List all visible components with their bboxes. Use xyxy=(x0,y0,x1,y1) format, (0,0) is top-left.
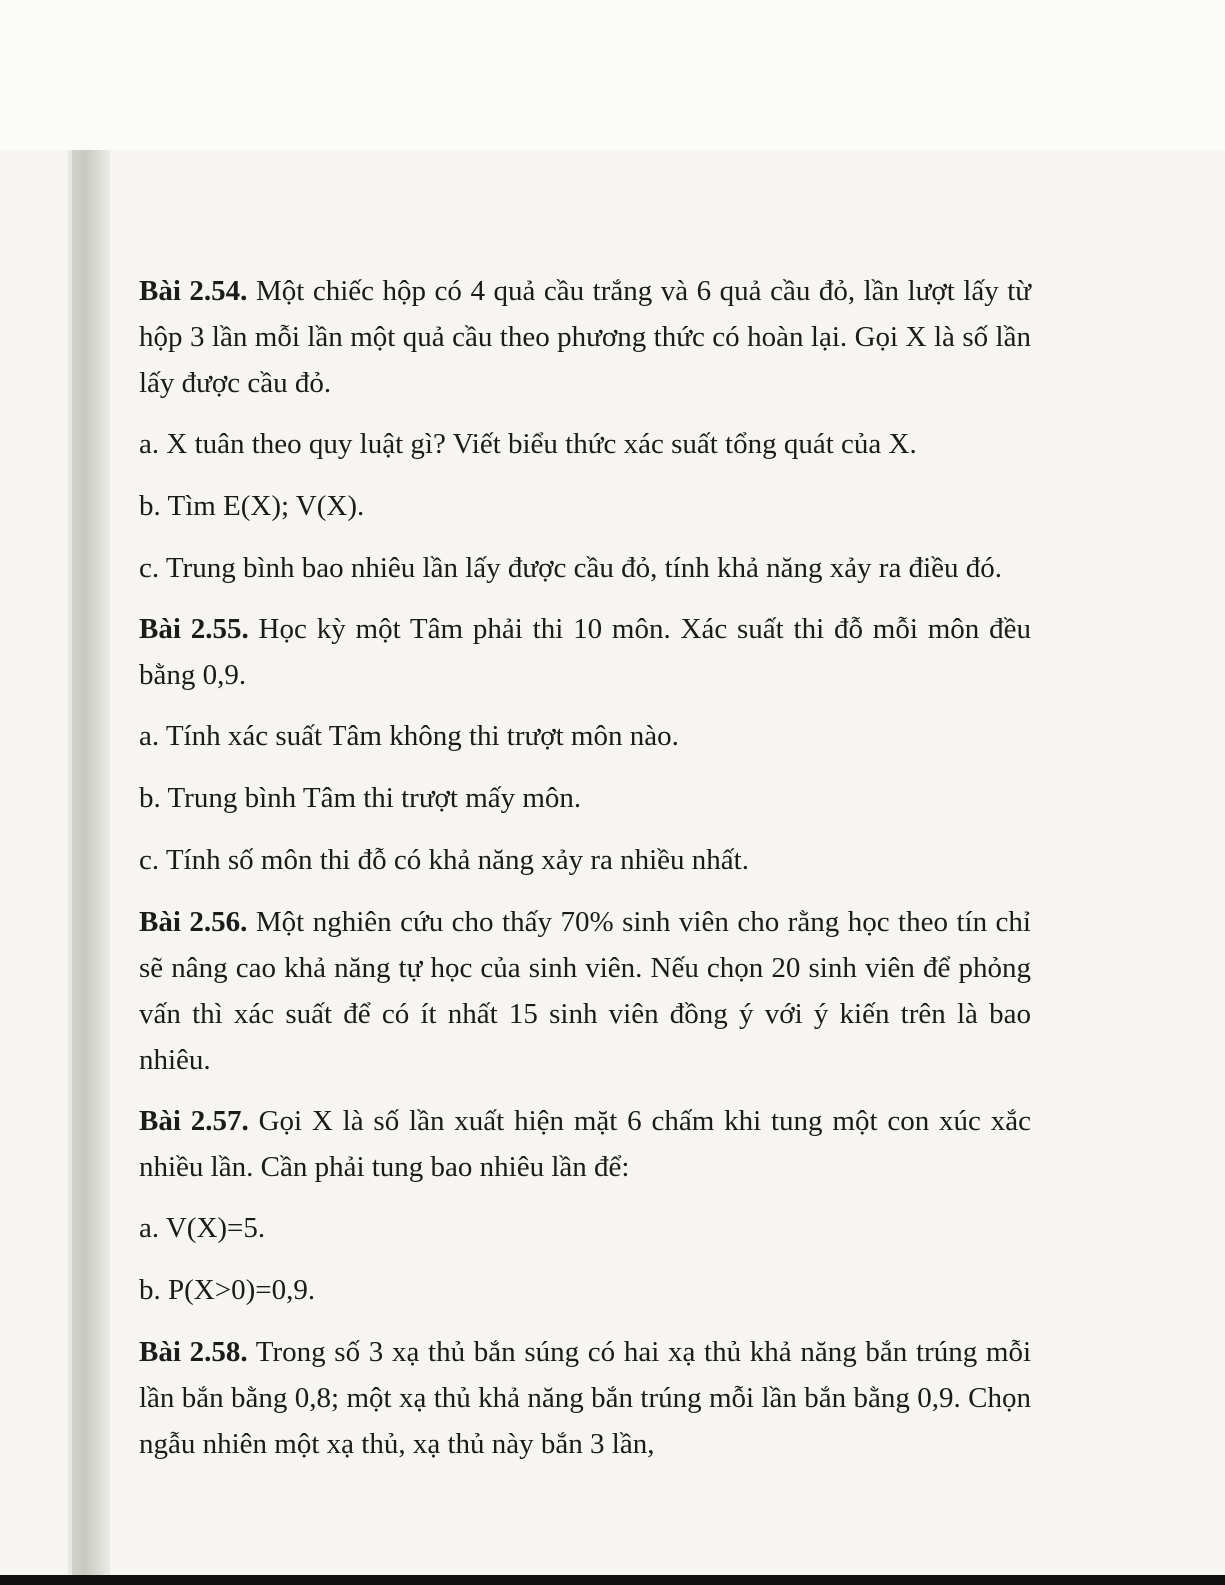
problem-2-58 xyxy=(139,1329,1031,1467)
problem-statement: Một chiếc hộp có 4 quả cầu trắng và 6 quả cầu đỏ, lần lượt lấy từ hộp 3 lần mỗi lần một quả cầu theo phương thức có hoàn lại. Gọi X là số lần lấy được cầu đỏ. xyxy=(139,275,1032,399)
page-top-margin xyxy=(0,0,1225,150)
problem-2-57-part-a: a. V(X)=5. xyxy=(139,1212,266,1244)
book-binding-edge xyxy=(68,150,72,1575)
problem-2-54-part-b: b. Tìm E(X); V(X). xyxy=(139,490,365,522)
problem-label: Bài 2.57. xyxy=(139,1105,249,1137)
problem-2-56 xyxy=(139,899,1031,1083)
page-content xyxy=(139,268,1031,1482)
problem-2-54-part-a: a. X tuân theo quy luật gì? Viết biểu thức xác suất tổng quát của X. xyxy=(139,428,917,460)
scan-bottom-edge xyxy=(0,1575,1225,1585)
problem-2-55-part-b: b. Trung bình Tâm thi trượt mấy môn. xyxy=(139,782,582,814)
problem-2-55 xyxy=(139,606,1031,698)
problem-statement: Gọi X là số lần xuất hiện mặt 6 chấm khi tung một con xúc xắc nhiều lần. Cần phải tung bao nhiêu lần để: xyxy=(139,1105,1031,1183)
problem-2-55-part-c: c. Tính số môn thi đỗ có khả năng xảy ra nhiều nhất. xyxy=(139,844,749,876)
problem-label: Bài 2.56. xyxy=(139,906,248,938)
problem-statement: Một nghiên cứu cho thấy 70% sinh viên cho rằng học theo tín chỉ sẽ nâng cao khả năng tự học của sinh viên. Nếu chọn 20 sinh viên để phỏng vấn thì xác suất để có ít nhất 15 sinh viên đồng ý với ý kiến trên là bao nhiêu. xyxy=(139,906,1031,1076)
book-binding-shadow xyxy=(68,150,110,1575)
problem-2-57 xyxy=(139,1098,1031,1190)
problem-2-54 xyxy=(139,268,1031,406)
problem-2-55-part-a: a. Tính xác suất Tâm không thi trượt môn nào. xyxy=(139,720,679,752)
problem-label: Bài 2.58. xyxy=(139,1336,248,1368)
problem-label: Bài 2.54. xyxy=(139,275,248,307)
problem-statement: Học kỳ một Tâm phải thi 10 môn. Xác suất thi đỗ mỗi môn đều bằng 0,9. xyxy=(139,613,1031,691)
problem-2-54-part-c: c. Trung bình bao nhiêu lần lấy được cầu đỏ, tính khả năng xảy ra điều đó. xyxy=(139,552,1003,584)
problem-statement: Trong số 3 xạ thủ bắn súng có hai xạ thủ khả năng bắn trúng mỗi lần bắn bằng 0,8; một xạ thủ khả năng bắn trúng mỗi lần bắn bằng 0,9. Chọn ngẫu nhiên một xạ thủ, xạ thủ này bắn 3 lần, xyxy=(139,1336,1031,1460)
problem-label: Bài 2.55. xyxy=(139,613,249,645)
problem-2-57-part-b: b. P(X>0)=0,9. xyxy=(139,1274,316,1306)
